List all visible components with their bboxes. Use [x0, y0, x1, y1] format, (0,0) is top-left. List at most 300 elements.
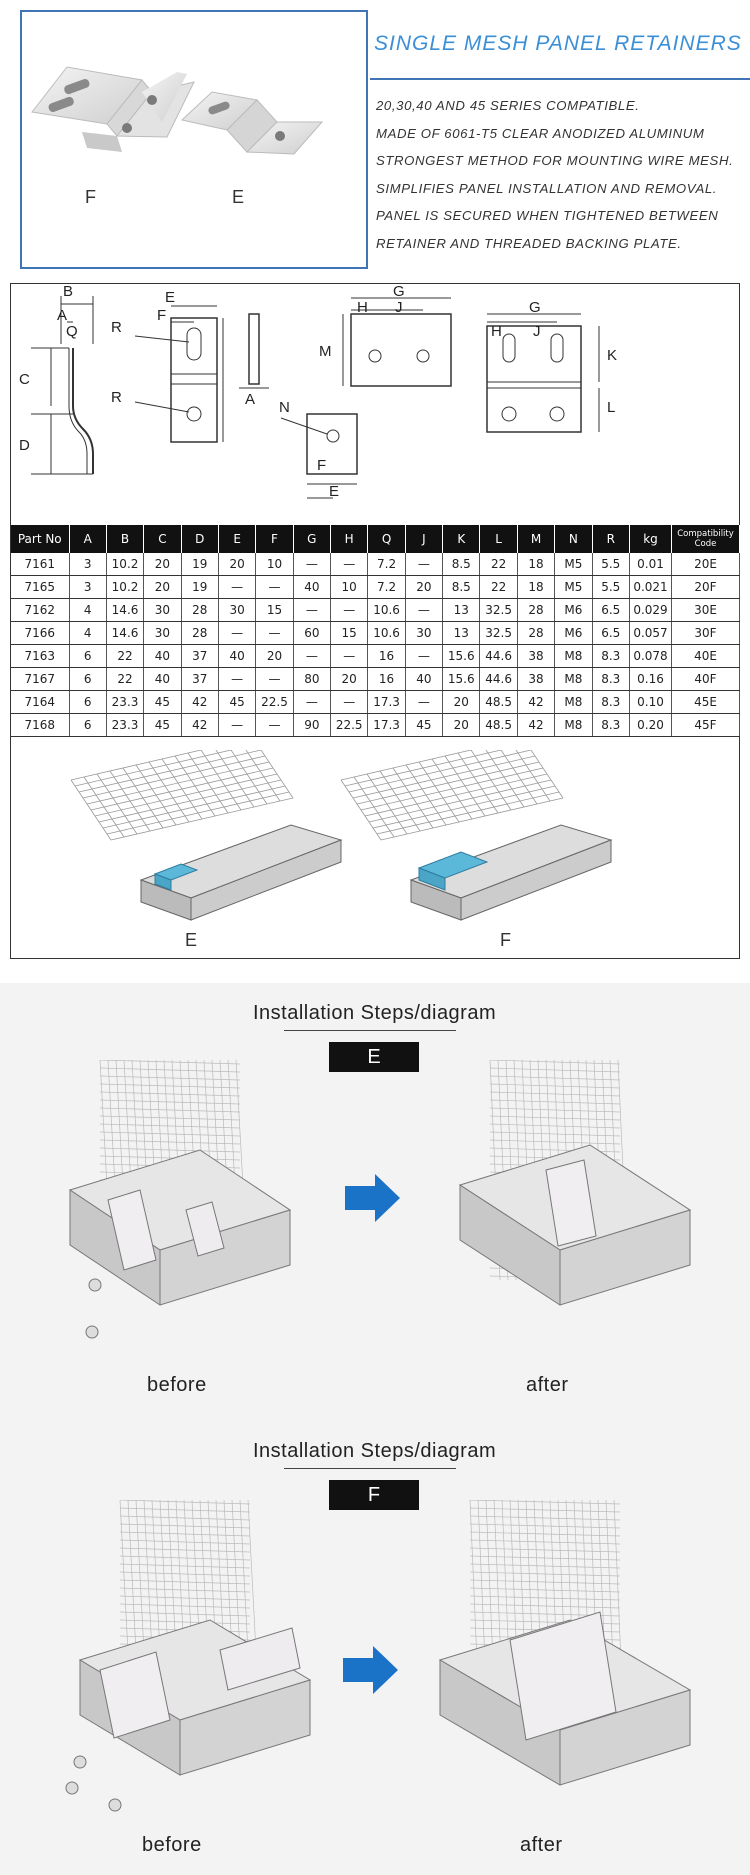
table-cell: — [405, 599, 442, 622]
table-cell: — [331, 599, 368, 622]
table-cell: 30E [672, 599, 740, 622]
table-row [11, 576, 740, 599]
column-header: kg [630, 525, 672, 553]
column-header: F [256, 525, 293, 553]
mesh-wire [120, 1572, 250, 1576]
mesh-wire [120, 1532, 250, 1536]
table-row [11, 691, 740, 714]
retainer-f-photo [32, 67, 194, 152]
table-cell: 20 [144, 576, 181, 599]
label-f: F [85, 187, 96, 207]
table-cell: 7168 [11, 714, 69, 737]
screw-icon [66, 1782, 78, 1794]
mesh-wire [100, 1068, 240, 1072]
table-cell: 8.5 [443, 576, 480, 599]
table-cell: 10.2 [106, 576, 143, 599]
screw-icon [89, 1279, 101, 1291]
table-cell: 22.5 [256, 691, 293, 714]
table-cell: 7165 [11, 576, 69, 599]
mesh-wire [103, 786, 285, 828]
table-cell: 4 [69, 622, 106, 645]
column-header: Q [368, 525, 405, 553]
table-cell: 8.5 [443, 553, 480, 576]
mesh-wire [100, 1092, 240, 1096]
table-cell: 10 [256, 553, 293, 576]
table-cell: — [331, 645, 368, 668]
table-cell: 0.057 [630, 622, 672, 645]
mesh-wire [470, 1500, 620, 1504]
mesh-wire [470, 1588, 620, 1592]
table-cell: 10.6 [368, 622, 405, 645]
mesh-wire [349, 750, 531, 792]
table-cell: 7.2 [368, 576, 405, 599]
dim-b: B [63, 284, 74, 300]
caption-before-f: before [142, 1834, 202, 1856]
table-cell: M8 [555, 645, 592, 668]
mesh-wire [75, 750, 257, 786]
feature-list [376, 96, 733, 261]
caption-before-e: before [147, 1374, 207, 1396]
table-cell: M8 [555, 714, 592, 737]
mesh-wire [100, 1116, 240, 1120]
mesh-panel-f [341, 750, 563, 840]
mesh-wire [345, 750, 527, 786]
feature-item: MADE OF 6061-T5 CLEAR ANODIZED ALUMINUM [376, 125, 705, 141]
table-cell: — [293, 645, 330, 668]
screw-icon [74, 1756, 86, 1768]
mesh-wire [100, 1100, 240, 1104]
table-cell: M5 [555, 553, 592, 576]
table-cell: 30F [672, 622, 740, 645]
table-cell: 40F [672, 668, 740, 691]
table-cell: 8.3 [592, 668, 629, 691]
table-cell: — [293, 599, 330, 622]
table-cell: 60 [293, 622, 330, 645]
table-cell: — [405, 645, 442, 668]
table-cell: 42 [517, 691, 554, 714]
mesh-wire [91, 768, 273, 810]
screw-icon [86, 1326, 98, 1338]
table-cell: — [218, 622, 255, 645]
table-cell: 40 [144, 668, 181, 691]
table-cell: 0.029 [630, 599, 672, 622]
table-cell: 7162 [11, 599, 69, 622]
table-cell: 28 [181, 622, 218, 645]
table-row [11, 553, 740, 576]
table-cell: 38 [517, 668, 554, 691]
slot-drawing [187, 328, 201, 360]
table-cell: — [218, 668, 255, 691]
table-cell: 45 [144, 714, 181, 737]
e-plate-drawing [307, 414, 357, 474]
table-row [11, 645, 740, 668]
table-header-row [11, 525, 740, 553]
table-cell: 15 [331, 622, 368, 645]
table-cell: 90 [293, 714, 330, 737]
table-cell: 22 [480, 576, 517, 599]
column-header: H [331, 525, 368, 553]
table-cell: 20F [672, 576, 740, 599]
mesh-wire [120, 1612, 250, 1616]
table-row [11, 599, 740, 622]
mesh-wire [100, 1132, 240, 1136]
arrow-right-icon [343, 1646, 398, 1694]
f-retainer-drawing [487, 326, 581, 432]
table-cell: 37 [181, 645, 218, 668]
assembly-label-f: F [500, 930, 511, 950]
feature-item: RETAINER AND THREADED BACKING PLATE. [376, 235, 682, 251]
mesh-wire [490, 1108, 620, 1112]
dim-h: H [357, 299, 368, 316]
table-cell: 30 [218, 599, 255, 622]
table-cell: 16 [368, 668, 405, 691]
table-cell: 3 [69, 576, 106, 599]
table-cell: 28 [517, 622, 554, 645]
table-cell: 4 [69, 599, 106, 622]
table-cell: 20 [256, 645, 293, 668]
mesh-wire [470, 1604, 620, 1608]
mesh-wire [470, 1516, 620, 1520]
table-cell: — [405, 691, 442, 714]
column-header: D [181, 525, 218, 553]
table-cell: 10 [331, 576, 368, 599]
feature-item: SIMPLIFIES PANEL INSTALLATION AND REMOVAL. [376, 180, 718, 196]
mesh-wire [83, 756, 265, 798]
table-cell: M8 [555, 691, 592, 714]
table-cell: 7.2 [368, 553, 405, 576]
table-cell: 14.6 [106, 622, 143, 645]
table-cell: 40 [144, 645, 181, 668]
mesh-wire [100, 1108, 240, 1112]
dim-c: C [19, 371, 30, 388]
front-plate-drawing [171, 318, 217, 442]
label-e: E [232, 187, 245, 207]
install-heading-e: Installation Steps/diagram [253, 1002, 497, 1024]
table-cell: 15.6 [443, 668, 480, 691]
f-plate-drawing [351, 314, 451, 386]
mesh-wire [120, 1556, 250, 1560]
dim-f-small: F [317, 457, 327, 474]
table-cell: 45E [672, 691, 740, 714]
table-cell: 0.021 [630, 576, 672, 599]
table-cell: — [256, 714, 293, 737]
dim-l: L [607, 399, 616, 416]
mesh-wire [490, 1060, 620, 1064]
table-cell: 22.5 [331, 714, 368, 737]
dim-f: F [157, 307, 167, 324]
mesh-wire [87, 762, 269, 804]
mesh-wire [373, 786, 555, 828]
title-underline [370, 78, 750, 80]
table-cell: 18 [517, 576, 554, 599]
table-cell: 28 [181, 599, 218, 622]
table-cell: 80 [293, 668, 330, 691]
install-e-diagram [0, 1060, 750, 1360]
table-cell: 13 [443, 599, 480, 622]
table-cell: 7163 [11, 645, 69, 668]
mesh-wire [120, 1596, 250, 1600]
table-cell: 5.5 [592, 576, 629, 599]
mesh-wire [79, 750, 261, 792]
table-cell: 22 [106, 645, 143, 668]
mesh-wire [100, 1124, 240, 1128]
table-cell: — [256, 622, 293, 645]
caption-after-e: after [526, 1374, 569, 1396]
dimension-drawings [11, 284, 739, 524]
table-cell: 3 [69, 553, 106, 576]
table-cell: 15 [256, 599, 293, 622]
mesh-wire [470, 1540, 620, 1544]
table-cell: 6.5 [592, 599, 629, 622]
table-cell: 45F [672, 714, 740, 737]
mesh-wire [120, 1604, 250, 1608]
table-cell: 42 [181, 714, 218, 737]
table-cell: 38 [517, 645, 554, 668]
mesh-wire [381, 798, 563, 840]
column-header: R [592, 525, 629, 553]
table-cell: 8.3 [592, 714, 629, 737]
thickness-drawing [249, 314, 259, 384]
spec-table [11, 525, 740, 737]
dim-n: N [279, 399, 290, 416]
table-cell: M6 [555, 622, 592, 645]
mesh-wire [369, 780, 551, 822]
table-cell: — [218, 576, 255, 599]
dim-d: D [19, 437, 30, 454]
mesh-wire [357, 762, 539, 804]
table-cell: 7161 [11, 553, 69, 576]
dim-r-top: R [111, 319, 122, 336]
table-cell: — [331, 553, 368, 576]
step-badge-f: F [329, 1480, 419, 1510]
table-cell: 6 [69, 645, 106, 668]
table-cell: 10.6 [368, 599, 405, 622]
table-cell: 19 [181, 553, 218, 576]
heading-rule [284, 1030, 456, 1031]
table-cell: 30 [144, 622, 181, 645]
mesh-wire [470, 1556, 620, 1560]
feature-item: 20,30,40 AND 45 SERIES COMPATIBLE. [376, 98, 640, 113]
table-cell: 19 [181, 576, 218, 599]
dim-h-full: H [491, 323, 502, 340]
table-cell: — [256, 576, 293, 599]
feature-item: PANEL IS SECURED WHEN TIGHTENED BETWEEN [376, 208, 719, 223]
mesh-wire [490, 1124, 620, 1128]
dim-k: K [607, 347, 618, 364]
table-cell: 45 [218, 691, 255, 714]
table-cell: M6 [555, 599, 592, 622]
screw-icon [109, 1799, 121, 1811]
table-cell: 10.2 [106, 553, 143, 576]
table-cell: 17.3 [368, 714, 405, 737]
table-cell: 6 [69, 714, 106, 737]
mesh-wire [99, 780, 281, 822]
column-header: Part No [11, 525, 69, 553]
dim-m: M [319, 343, 332, 360]
mesh-wire [111, 798, 293, 840]
table-cell: 40 [218, 645, 255, 668]
column-header: A [69, 525, 106, 553]
table-cell: 37 [181, 668, 218, 691]
mesh-wire [120, 1500, 250, 1504]
table-cell: 17.3 [368, 691, 405, 714]
table-cell: 0.10 [630, 691, 672, 714]
step-badge-e: E [329, 1042, 419, 1072]
mesh-wire [365, 774, 547, 816]
column-header: C [144, 525, 181, 553]
table-cell: 28 [517, 599, 554, 622]
table-cell: 30 [405, 622, 442, 645]
table-cell: 20E [672, 553, 740, 576]
page-title: SINGLE MESH PANEL RETAINERS [374, 32, 742, 55]
table-cell: 0.16 [630, 668, 672, 691]
column-header: L [480, 525, 517, 553]
table-cell: 0.20 [630, 714, 672, 737]
table-cell: 45 [405, 714, 442, 737]
mesh-wire [107, 792, 289, 834]
caption-after-f: after [520, 1834, 563, 1856]
arrow-right-icon [345, 1174, 400, 1222]
table-cell: 13 [443, 622, 480, 645]
table-cell: 40 [293, 576, 330, 599]
dim-j-full: J [533, 323, 541, 340]
table-cell: 0.078 [630, 645, 672, 668]
table-cell: 20 [218, 553, 255, 576]
table-cell: 0.01 [630, 553, 672, 576]
retainer-photo [22, 12, 366, 267]
mesh-wire [120, 1548, 250, 1552]
column-header: M [517, 525, 554, 553]
table-cell: 20 [331, 668, 368, 691]
table-row [11, 622, 740, 645]
mesh-wire [490, 1100, 620, 1104]
table-cell: — [293, 553, 330, 576]
table-cell: 6.5 [592, 622, 629, 645]
column-header: E [218, 525, 255, 553]
column-header: K [443, 525, 480, 553]
table-cell: 20 [405, 576, 442, 599]
table-cell: 8.3 [592, 645, 629, 668]
table-cell: 22 [480, 553, 517, 576]
mesh-wire [100, 1060, 240, 1064]
table-cell: 14.6 [106, 599, 143, 622]
mesh-wire [470, 1524, 620, 1528]
table-cell: 15.6 [443, 645, 480, 668]
table-cell: 32.5 [480, 599, 517, 622]
assembly-label-e: E [185, 930, 198, 950]
table-cell: M8 [555, 668, 592, 691]
mesh-wire [120, 1540, 250, 1544]
dim-a-thick: A [245, 391, 256, 408]
mesh-wire [361, 768, 543, 810]
mesh-panel-e [71, 750, 293, 840]
assembly-illustrations [11, 750, 739, 958]
extrusion-before-e [70, 1150, 290, 1305]
table-cell: 16 [368, 645, 405, 668]
install-heading-f: Installation Steps/diagram [253, 1440, 497, 1462]
table-cell: M5 [555, 576, 592, 599]
table-cell: 20 [443, 691, 480, 714]
dim-g-full: G [529, 299, 541, 316]
mesh-wire [100, 1140, 240, 1144]
column-header: N [555, 525, 592, 553]
table-cell: 5.5 [592, 553, 629, 576]
table-row [11, 668, 740, 691]
dim-q: Q [66, 323, 78, 340]
table-cell: 42 [181, 691, 218, 714]
table-cell: 7164 [11, 691, 69, 714]
table-cell: 32.5 [480, 622, 517, 645]
mesh-wire [470, 1532, 620, 1536]
table-cell: — [218, 714, 255, 737]
mesh-wire [490, 1068, 620, 1072]
dim-a: A [57, 307, 68, 324]
table-cell: 45 [144, 691, 181, 714]
column-header: J [405, 525, 442, 553]
table-cell: 20 [144, 553, 181, 576]
table-cell: 7166 [11, 622, 69, 645]
mesh-wire [377, 792, 559, 834]
dim-j: J [395, 299, 403, 316]
mesh-wire [490, 1092, 620, 1096]
column-header: B [106, 525, 143, 553]
table-cell: 23.3 [106, 714, 143, 737]
mesh-wire [100, 1076, 240, 1080]
table-cell: 6 [69, 691, 106, 714]
table-cell: 23.3 [106, 691, 143, 714]
retainer-e-photo [182, 92, 322, 154]
mesh-wire [120, 1508, 250, 1512]
table-body [11, 553, 740, 737]
table-cell: 44.6 [480, 668, 517, 691]
column-header: Compatibility Code [672, 525, 740, 553]
mesh-wire [95, 774, 277, 816]
install-f-diagram [0, 1500, 750, 1830]
table-cell: 30 [144, 599, 181, 622]
mesh-wire [470, 1596, 620, 1600]
table-cell: 8.3 [592, 691, 629, 714]
product-photo-frame [20, 10, 368, 269]
mesh-wire [470, 1508, 620, 1512]
dim-r-bottom: R [111, 389, 122, 406]
table-cell: 6 [69, 668, 106, 691]
table-cell: 40 [405, 668, 442, 691]
mesh-wire [490, 1116, 620, 1120]
table-cell: 42 [517, 714, 554, 737]
mesh-wire [120, 1580, 250, 1584]
table-cell: — [293, 691, 330, 714]
heading-rule [284, 1468, 456, 1469]
dim-g: G [393, 284, 405, 300]
table-row [11, 714, 740, 737]
column-header: G [293, 525, 330, 553]
table-cell: 7167 [11, 668, 69, 691]
table-cell: 22 [106, 668, 143, 691]
table-cell: 18 [517, 553, 554, 576]
table-cell: — [331, 691, 368, 714]
dim-e: E [165, 289, 176, 306]
feature-item: STRONGEST METHOD FOR MOUNTING WIRE MESH. [376, 153, 734, 168]
dim-e-small: E [329, 483, 340, 500]
table-cell: — [256, 668, 293, 691]
table-cell: 44.6 [480, 645, 517, 668]
table-cell: — [405, 553, 442, 576]
mesh-wire [100, 1084, 240, 1088]
table-cell: 48.5 [480, 714, 517, 737]
mesh-wire [470, 1548, 620, 1552]
mesh-wire [353, 756, 535, 798]
table-cell: 48.5 [480, 691, 517, 714]
